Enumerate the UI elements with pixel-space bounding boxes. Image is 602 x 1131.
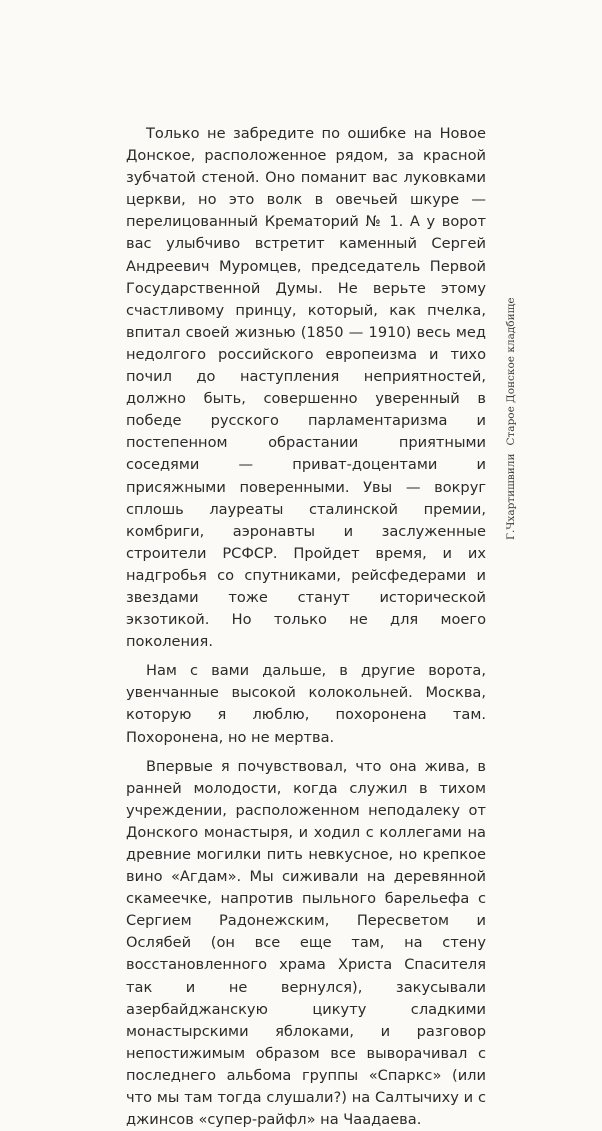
running-head-author: Г.Чхартишвили [505,453,517,540]
paragraph-2: Нам с вами дальше, в другие ворота, увенчанные высокой колокольней. Москва, которую я люблю, похоронена там. Похоронена, но не мертва. [126,662,486,746]
paragraph-1: Только не забредите по ошибке на Новое Донское, расположенное рядом, за красной зубчатой стеной. Оно поманит вас луковками церкви, но это волк в овечьей шкуре — перелицованный Крематорий № 1. А у ворот вас улыбчиво встретит каменный Сергей Андреевич Муромцев, председатель Первой Государственной Думы. Не верьте этому счастливому принцу, который, как пчелка, впитал своей жизнью (1850 — 1910) весь мед недолгого российского европеизма и тихо почил до наступления неприятностей, должно быть, совершенно уверенный в победе русского парламентаризма и постепенном обрастании приятными соседями — приват-доцентами и присяжными поверенными. Увы — вокруг сплошь лауреаты сталинской премии, комбриги, аэронавты и заслуженные строители РСФСР. Пройдет время, и их надгробья со спутниками, рейсфедерами и звездами тоже станут исторической экзотикой. Но только не для моего поколения. [126,125,486,651]
body-text [126,123,486,1131]
paragraph-3: Впервые я почувствовал, что она жива, в ранней молодости, когда служил в тихом учреждении, расположенном неподалеку от Донского монастыря, и ходил с коллегами на древние могилки пить невкусное, но крепкое вино «Агдам». Мы сиживали на деревянной скамеечке, напротив пыльного барельефа с Сергием Радонежским, Пересветом и Ослябей (он все еще там, на стену восстановленного храма Христа Спасителя так и не вернулся), закусывали азербайджанскую цикуту сладкими монастырскими яблоками, и разговор непостижимым образом все выворачивал с последнего альбома группы «Спаркс» (или что мы там тогда слушали?) на Салтычиху и с джинсов «супер-райфл» на Чаадаева. [126,757,486,1129]
running-head-title: Старое Донское кладбище [505,297,517,446]
